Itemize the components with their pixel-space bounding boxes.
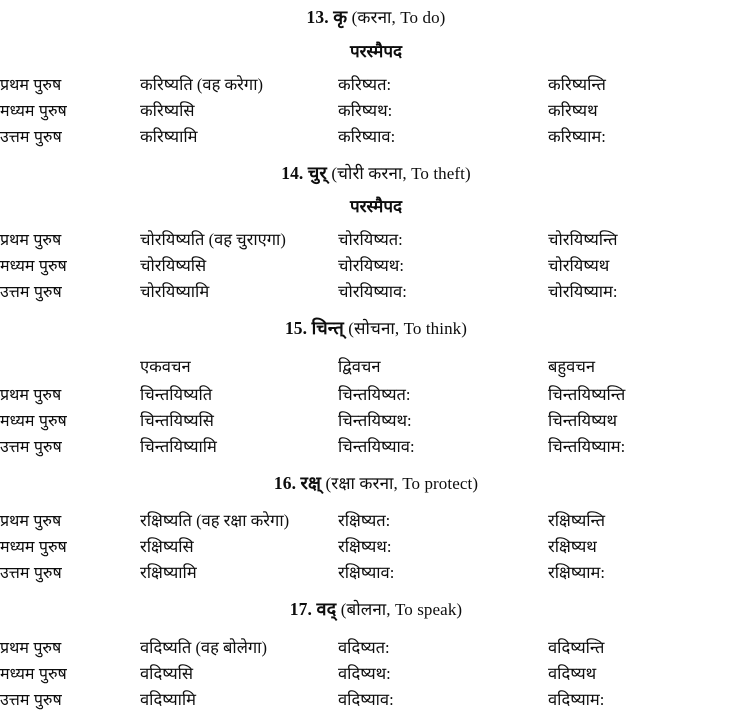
table-row bbox=[0, 635, 752, 661]
plural-form: वदिष्यथ bbox=[548, 663, 597, 683]
table-row bbox=[0, 72, 752, 98]
plural-form: चिन्तयिष्यन्ति bbox=[548, 384, 626, 404]
verb-root: चिन्त् bbox=[311, 318, 344, 338]
dual-form: वदिष्यत: bbox=[338, 637, 390, 657]
person-label: मध्यम पुरुष bbox=[0, 539, 67, 556]
plural-form: चोरयिष्यथ bbox=[548, 256, 610, 275]
plural-form: रक्षिष्यथ bbox=[548, 537, 597, 556]
verb-gloss: (रक्षा करना, To protect) bbox=[325, 473, 479, 493]
column-header-plural: बहुवचन bbox=[548, 357, 595, 376]
verb-section-13 bbox=[0, 8, 752, 150]
dual-form: करिष्यत: bbox=[338, 74, 392, 94]
verb-section-16 bbox=[0, 474, 752, 587]
section-heading bbox=[0, 164, 752, 183]
verb-gloss: (सोचना, To think) bbox=[348, 319, 468, 338]
plural-form: रक्षिष्यन्ति bbox=[548, 511, 606, 530]
verb-gloss: (चोरी करना, To theft) bbox=[331, 163, 471, 183]
verb-root: रक्ष् bbox=[300, 472, 322, 493]
table-row bbox=[0, 687, 752, 713]
singular-form: रक्षिष्यामि bbox=[140, 563, 197, 582]
dual-form: रक्षिष्याव: bbox=[338, 563, 395, 582]
section-heading bbox=[0, 8, 752, 27]
verb-root: वद् bbox=[316, 599, 337, 619]
dual-form: चोरयिष्यथ: bbox=[338, 256, 404, 275]
singular-form: वदिष्यसि bbox=[140, 663, 194, 683]
plural-form: करिष्यथ bbox=[548, 100, 598, 120]
verb-section-14 bbox=[0, 164, 752, 306]
plural-form: रक्षिष्याम: bbox=[548, 563, 606, 582]
table-row bbox=[0, 124, 752, 150]
person-label: उत्तम पुरुष bbox=[0, 128, 62, 146]
dual-form: रक्षिष्यथ: bbox=[338, 537, 392, 556]
person-label: मध्यम पुरुष bbox=[0, 258, 67, 275]
dual-form: वदिष्यथ: bbox=[338, 663, 391, 683]
table-row bbox=[0, 534, 752, 560]
plural-form: चिन्तयिष्यथ bbox=[548, 410, 618, 430]
section-number: 15. bbox=[284, 318, 308, 338]
table-row bbox=[0, 560, 752, 586]
singular-form: चोरयिष्यसि bbox=[140, 256, 207, 275]
table-header-row bbox=[0, 354, 752, 382]
person-label: उत्तम पुरुष bbox=[0, 438, 62, 456]
singular-form: वदिष्यति (वह बोलेगा) bbox=[140, 637, 267, 657]
person-label: उत्तम पुरुष bbox=[0, 691, 62, 709]
person-label: प्रथम पुरुष bbox=[0, 76, 62, 94]
dual-form: चिन्तयिष्यथ: bbox=[338, 410, 412, 430]
person-label: प्रथम पुरुष bbox=[0, 639, 62, 657]
verb-section-17 bbox=[0, 600, 752, 713]
singular-form: चिन्तयिष्यति bbox=[140, 384, 213, 404]
conjugation-table bbox=[0, 354, 752, 460]
column-header-singular: एकवचन bbox=[140, 357, 191, 376]
singular-form: रक्षिष्यति (वह रक्षा करेगा) bbox=[140, 511, 290, 530]
person-label: मध्यम पुरुष bbox=[0, 412, 67, 430]
plural-form: वदिष्यन्ति bbox=[548, 637, 605, 657]
header-spacer bbox=[0, 354, 140, 382]
section-heading bbox=[0, 474, 752, 493]
dual-form: करिष्यथ: bbox=[338, 100, 393, 120]
singular-form: चिन्तयिष्यसि bbox=[140, 410, 214, 430]
section-number: 14. bbox=[281, 162, 304, 183]
person-label: प्रथम पुरुष bbox=[0, 386, 62, 404]
verb-gloss: (बोलना, To speak) bbox=[340, 600, 463, 619]
singular-form: करिष्यति (वह करेगा) bbox=[140, 74, 263, 94]
table-row bbox=[0, 227, 752, 253]
section-heading bbox=[0, 600, 752, 619]
person-label: उत्तम पुरुष bbox=[0, 284, 62, 301]
person-label: प्रथम पुरुष bbox=[0, 513, 62, 530]
section-number: 17. bbox=[289, 599, 312, 619]
singular-form: करिष्यामि bbox=[140, 126, 198, 146]
conjugation-table bbox=[0, 635, 752, 713]
table-row bbox=[0, 661, 752, 687]
singular-form: चिन्तयिष्यामि bbox=[140, 436, 217, 456]
dual-form: चोरयिष्याव: bbox=[338, 282, 407, 301]
person-label: प्रथम पुरुष bbox=[0, 232, 62, 249]
plural-form: करिष्याम: bbox=[548, 126, 606, 146]
dual-form: करिष्याव: bbox=[338, 126, 396, 146]
table-row bbox=[0, 408, 752, 434]
dual-form: चिन्तयिष्याव: bbox=[338, 436, 415, 456]
verb-gloss: (करना, To do) bbox=[351, 8, 446, 27]
verb-section-15 bbox=[0, 319, 752, 460]
dual-form: रक्षिष्यत: bbox=[338, 511, 391, 530]
plural-form: चोरयिष्यन्ति bbox=[548, 230, 618, 249]
table-row bbox=[0, 279, 752, 305]
table-row bbox=[0, 434, 752, 460]
table-row bbox=[0, 508, 752, 534]
person-label: मध्यम पुरुष bbox=[0, 102, 67, 120]
singular-form: रक्षिष्यसि bbox=[140, 537, 194, 556]
section-number: 16. bbox=[273, 472, 297, 493]
singular-form: करिष्यसि bbox=[140, 100, 195, 120]
plural-form: चोरयिष्याम: bbox=[548, 282, 618, 301]
conjugation-table bbox=[0, 227, 752, 305]
pada-heading: परस्मैपद bbox=[349, 41, 403, 61]
singular-form: चोरयिष्यति (वह चुराएगा) bbox=[140, 230, 286, 249]
table-row bbox=[0, 98, 752, 124]
plural-form: करिष्यन्ति bbox=[548, 74, 606, 94]
column-header-dual: द्विवचन bbox=[338, 357, 381, 376]
section-number: 13. bbox=[306, 7, 329, 27]
dual-form: चोरयिष्यत: bbox=[338, 230, 403, 249]
section-heading bbox=[0, 319, 752, 338]
verb-root: कृ bbox=[333, 7, 348, 27]
conjugation-table bbox=[0, 508, 752, 586]
person-label: मध्यम पुरुष bbox=[0, 665, 67, 683]
plural-form: चिन्तयिष्याम: bbox=[548, 436, 626, 456]
verb-root: चुर् bbox=[307, 162, 327, 183]
pada-heading: परस्मैपद bbox=[349, 197, 403, 216]
table-row bbox=[0, 253, 752, 279]
person-label: उत्तम पुरुष bbox=[0, 565, 62, 582]
dual-form: चिन्तयिष्यत: bbox=[338, 384, 411, 404]
conjugation-table bbox=[0, 72, 752, 150]
dual-form: वदिष्याव: bbox=[338, 689, 394, 709]
singular-form: वदिष्यामि bbox=[140, 689, 197, 709]
plural-form: वदिष्याम: bbox=[548, 689, 605, 709]
singular-form: चोरयिष्यामि bbox=[140, 282, 210, 301]
table-row bbox=[0, 382, 752, 408]
